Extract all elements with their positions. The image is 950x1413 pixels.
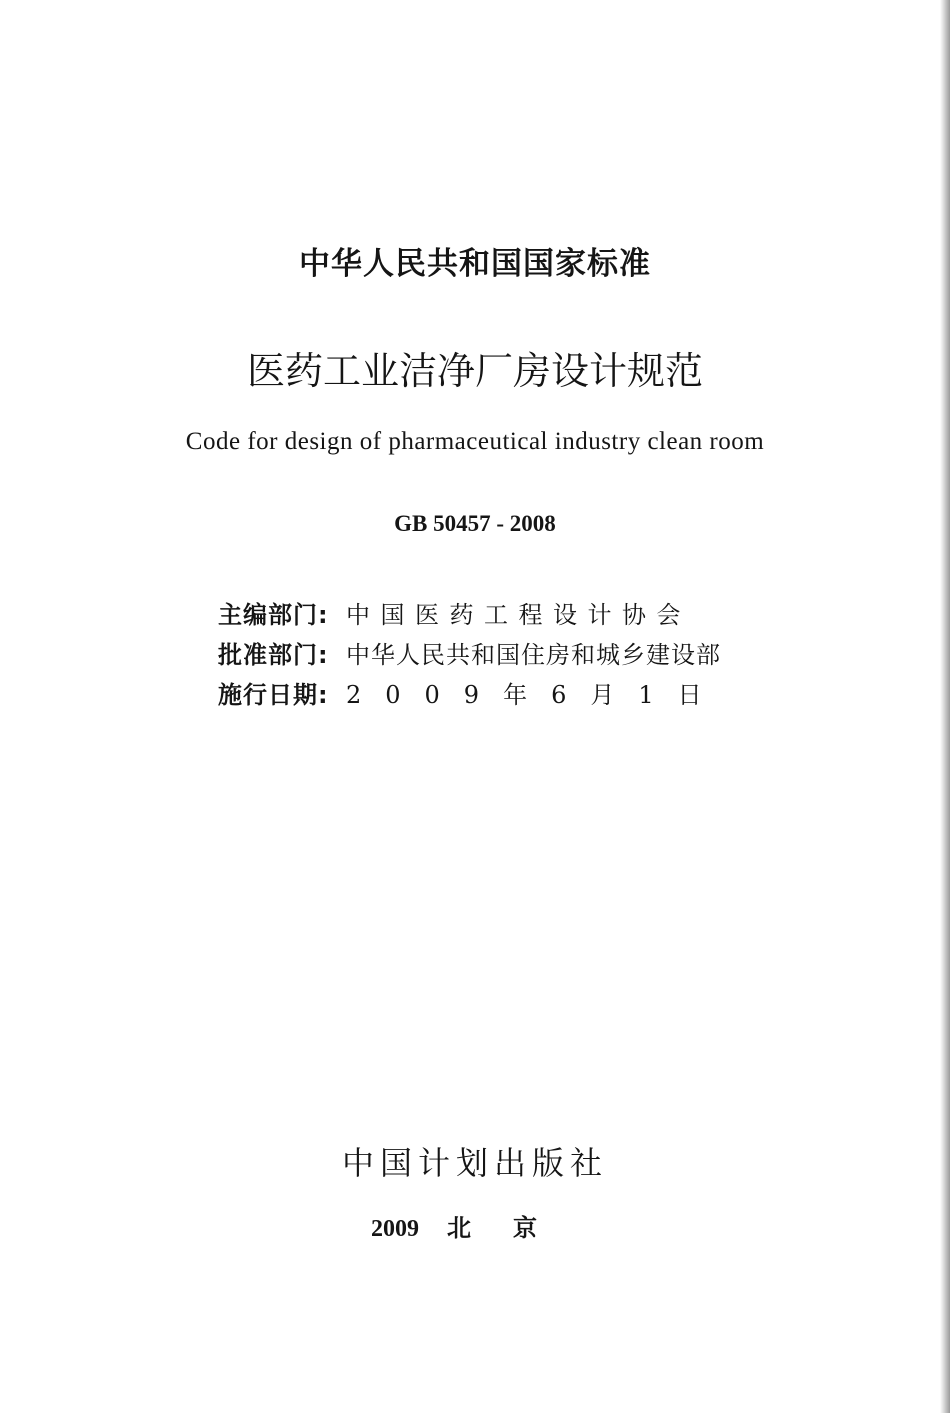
- chief-editor-row: [218, 592, 758, 632]
- effective-date-label: 施行日期:: [218, 680, 329, 709]
- publication-line: [0, 1208, 950, 1243]
- standard-series: 中华人民共和国国家标准: [299, 246, 651, 282]
- document-title: 医药工业洁净厂房设计规范: [246, 349, 703, 393]
- approver-row: [218, 632, 758, 672]
- chief-editor-label: 主编部门:: [218, 600, 329, 629]
- standard-code: GB 50457 - 2008: [394, 511, 556, 536]
- publisher-name: 中国计划出版社: [341, 1144, 608, 1182]
- chief-editor-value: 中国医药工程设计协会: [346, 600, 691, 629]
- publication-year: 2009: [371, 1216, 419, 1242]
- document-info: [218, 592, 758, 712]
- document-title-english: Code for design of pharmaceutical industry clean room: [185, 428, 765, 455]
- effective-date-row: [218, 672, 758, 712]
- publication-city: 北京: [447, 1214, 579, 1242]
- page-edge: [940, 0, 950, 1413]
- effective-date-value: 2009年6月1日: [346, 680, 726, 709]
- approver-value: 中华人民共和国住房和城乡建设部: [346, 640, 721, 669]
- approver-label: 批准部门:: [218, 640, 329, 669]
